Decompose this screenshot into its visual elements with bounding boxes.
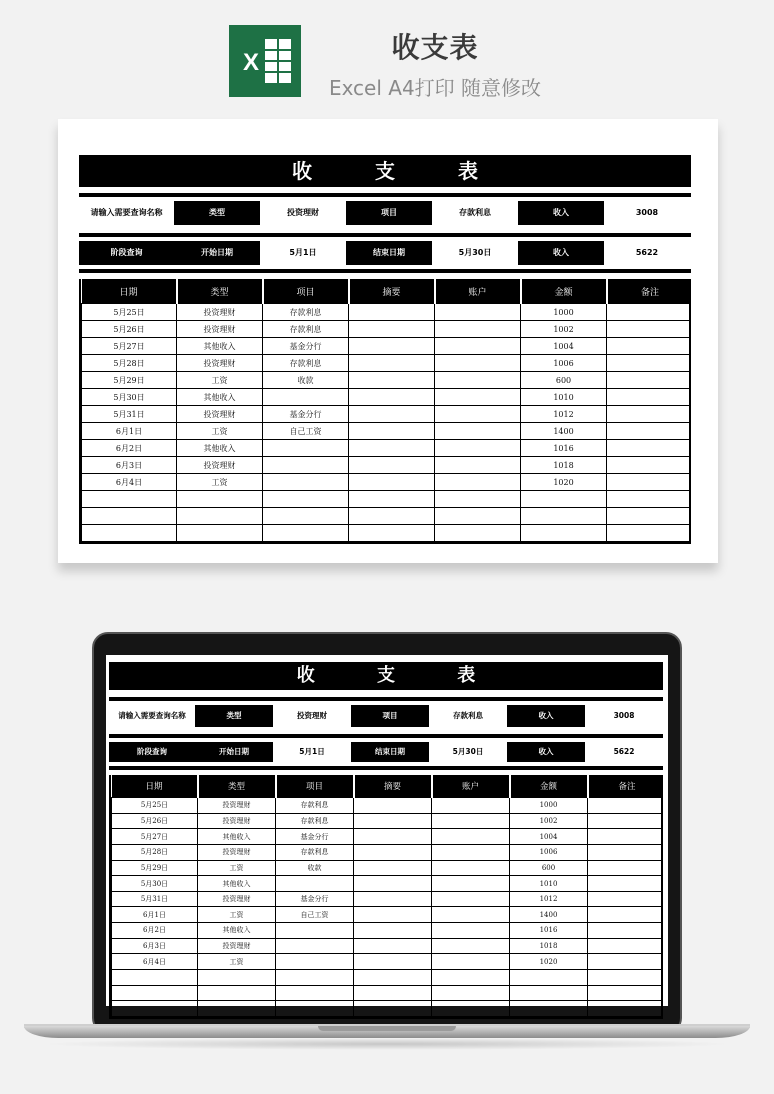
- query-item-label: 项目: [346, 201, 432, 225]
- table-cell[interactable]: [276, 985, 354, 1001]
- query-item-label: 项目: [351, 705, 429, 727]
- table-cell[interactable]: 1002: [521, 321, 607, 338]
- table-cell[interactable]: [354, 860, 432, 876]
- divider-line: [79, 193, 691, 197]
- table-cell[interactable]: 1018: [521, 457, 607, 474]
- table-cell[interactable]: 5月31日: [112, 891, 198, 907]
- table-cell[interactable]: [607, 304, 692, 321]
- table-cell[interactable]: [588, 860, 664, 876]
- table-cell[interactable]: [435, 440, 521, 457]
- table-cell[interactable]: [588, 954, 664, 970]
- table-cell[interactable]: 收款: [276, 860, 354, 876]
- table-cell[interactable]: [435, 355, 521, 372]
- period-income-value: 5622: [585, 742, 663, 762]
- table-cell[interactable]: [607, 457, 692, 474]
- table-cell[interactable]: [177, 508, 263, 525]
- table-cell[interactable]: [588, 907, 664, 923]
- table-row: [82, 491, 692, 508]
- table-cell[interactable]: [354, 1001, 432, 1017]
- period-income-value: 5622: [604, 241, 690, 265]
- query-item-value[interactable]: 存款利息: [432, 201, 518, 225]
- table-cell[interactable]: [607, 423, 692, 440]
- table-row: [112, 813, 664, 829]
- table-cell[interactable]: 存款利息: [263, 304, 349, 321]
- table-cell[interactable]: 工资: [177, 474, 263, 491]
- column-header: 类型: [177, 279, 263, 304]
- table-cell[interactable]: 基金分行: [263, 406, 349, 423]
- table-cell[interactable]: [435, 406, 521, 423]
- table-cell[interactable]: 5月30日: [112, 876, 198, 892]
- query-prompt-label: 请输入需要查询名称: [79, 201, 174, 225]
- ledger-table: [81, 279, 691, 542]
- table-cell[interactable]: [510, 985, 588, 1001]
- column-header: 摘要: [354, 775, 432, 798]
- column-header: 备注: [588, 775, 664, 798]
- table-cell[interactable]: [521, 491, 607, 508]
- table-cell[interactable]: [354, 813, 432, 829]
- page-title: 收支表: [391, 31, 479, 64]
- table-cell[interactable]: [349, 474, 435, 491]
- table-cell[interactable]: [349, 508, 435, 525]
- table-cell[interactable]: [510, 970, 588, 986]
- table-cell[interactable]: 投资理财: [198, 891, 276, 907]
- table-cell[interactable]: 6月1日: [82, 423, 177, 440]
- table-cell[interactable]: 5月30日: [82, 389, 177, 406]
- query-income-value: 3008: [585, 705, 663, 727]
- table-cell[interactable]: [349, 423, 435, 440]
- table-cell[interactable]: 存款利息: [263, 355, 349, 372]
- table-row: [112, 907, 664, 923]
- table-cell[interactable]: [432, 938, 510, 954]
- table-cell[interactable]: [263, 491, 349, 508]
- table-cell[interactable]: [435, 525, 521, 542]
- table-cell[interactable]: [82, 525, 177, 542]
- table-row: [82, 304, 692, 321]
- table-cell[interactable]: 6月3日: [112, 938, 198, 954]
- table-cell[interactable]: [263, 440, 349, 457]
- table-row: [112, 876, 664, 892]
- table-cell[interactable]: 1400: [521, 423, 607, 440]
- table-cell[interactable]: [432, 1001, 510, 1017]
- table-cell[interactable]: 1006: [521, 355, 607, 372]
- column-header: 账户: [432, 775, 510, 798]
- sheet-title: 收 支 表: [109, 662, 663, 690]
- table-cell[interactable]: [435, 304, 521, 321]
- divider-line: [109, 734, 663, 738]
- table-cell[interactable]: 自己工资: [263, 423, 349, 440]
- table-cell[interactable]: 工资: [198, 860, 276, 876]
- table-cell[interactable]: [263, 525, 349, 542]
- table-cell[interactable]: [354, 938, 432, 954]
- table-cell[interactable]: 1000: [521, 304, 607, 321]
- table-cell[interactable]: 5月29日: [82, 372, 177, 389]
- table-row: [112, 829, 664, 845]
- page-subtitle: Excel A4打印 随意修改: [328, 76, 542, 100]
- table-cell[interactable]: [432, 970, 510, 986]
- table-cell[interactable]: [349, 372, 435, 389]
- table-cell[interactable]: [432, 844, 510, 860]
- table-row: [82, 440, 692, 457]
- table-cell[interactable]: 1010: [510, 876, 588, 892]
- table-cell[interactable]: [349, 321, 435, 338]
- table-cell[interactable]: [588, 985, 664, 1001]
- table-cell[interactable]: 1020: [521, 474, 607, 491]
- laptop-shadow: [40, 1038, 734, 1050]
- table-cell[interactable]: 6月2日: [82, 440, 177, 457]
- table-cell[interactable]: [198, 985, 276, 1001]
- table-cell[interactable]: [607, 525, 692, 542]
- table-cell[interactable]: 投资理财: [177, 321, 263, 338]
- table-row: [112, 938, 664, 954]
- table-cell[interactable]: 投资理财: [177, 355, 263, 372]
- table-cell[interactable]: 投资理财: [198, 844, 276, 860]
- table-cell[interactable]: [198, 970, 276, 986]
- table-cell[interactable]: 1012: [510, 891, 588, 907]
- table-cell[interactable]: [432, 907, 510, 923]
- table-cell[interactable]: [349, 440, 435, 457]
- start-date-label: 开始日期: [195, 742, 273, 762]
- table-cell[interactable]: 存款利息: [276, 798, 354, 814]
- table-cell[interactable]: 1006: [510, 844, 588, 860]
- divider-line: [79, 269, 691, 273]
- table-cell[interactable]: [354, 891, 432, 907]
- table-cell[interactable]: 600: [510, 860, 588, 876]
- table-cell[interactable]: [435, 508, 521, 525]
- start-date-value[interactable]: 5月1日: [260, 241, 346, 265]
- query-income-value: 3008: [604, 201, 690, 225]
- table-cell[interactable]: [588, 876, 664, 892]
- ledger-table-wrap: [109, 775, 663, 1019]
- query-income-label: 收入: [507, 705, 585, 727]
- table-cell[interactable]: [354, 876, 432, 892]
- ledger-table-wrap: [79, 279, 691, 544]
- table-cell[interactable]: 5月31日: [82, 406, 177, 423]
- table-cell[interactable]: [354, 954, 432, 970]
- laptop-notch: [318, 1026, 456, 1031]
- table-row: [112, 923, 664, 939]
- table-cell[interactable]: [349, 406, 435, 423]
- table-cell[interactable]: [354, 923, 432, 939]
- table-cell[interactable]: 5月29日: [112, 860, 198, 876]
- query-prompt-label: 请输入需要查询名称: [109, 705, 195, 727]
- column-header: 日期: [112, 775, 198, 798]
- table-cell[interactable]: 其他收入: [198, 829, 276, 845]
- table-cell[interactable]: [521, 508, 607, 525]
- sheet-preview: [79, 155, 691, 544]
- column-header: 账户: [435, 279, 521, 304]
- table-row: [112, 860, 664, 876]
- table-cell[interactable]: [349, 525, 435, 542]
- table-cell[interactable]: 1002: [510, 813, 588, 829]
- table-row: [112, 891, 664, 907]
- table-cell[interactable]: [354, 844, 432, 860]
- table-cell[interactable]: [432, 876, 510, 892]
- table-cell[interactable]: [82, 491, 177, 508]
- table-row: [82, 355, 692, 372]
- table-cell[interactable]: 工资: [177, 372, 263, 389]
- table-cell[interactable]: 1020: [510, 954, 588, 970]
- table-header-row: [112, 775, 664, 798]
- column-header: 项目: [263, 279, 349, 304]
- table-cell[interactable]: 5月28日: [112, 844, 198, 860]
- table-cell[interactable]: [263, 474, 349, 491]
- table-cell[interactable]: 1016: [521, 440, 607, 457]
- table-cell[interactable]: [435, 321, 521, 338]
- table-row: [112, 954, 664, 970]
- table-cell[interactable]: [607, 372, 692, 389]
- table-cell[interactable]: [354, 985, 432, 1001]
- sheet-laptop: [109, 662, 663, 1019]
- column-header: 类型: [198, 775, 276, 798]
- column-header: 金额: [521, 279, 607, 304]
- table-cell[interactable]: 6月2日: [112, 923, 198, 939]
- table-cell[interactable]: 600: [521, 372, 607, 389]
- period-row: [79, 241, 691, 265]
- table-cell[interactable]: 1016: [510, 923, 588, 939]
- end-date-label: 结束日期: [346, 241, 432, 265]
- excel-logo-icon: [229, 25, 301, 97]
- query-row: [109, 705, 663, 727]
- table-cell[interactable]: [588, 829, 664, 845]
- table-cell[interactable]: [276, 923, 354, 939]
- table-cell[interactable]: 5月28日: [82, 355, 177, 372]
- table-row: [82, 508, 692, 525]
- table-cell[interactable]: 1004: [521, 338, 607, 355]
- query-item-value[interactable]: 存款利息: [429, 705, 507, 727]
- table-row: [82, 389, 692, 406]
- divider-line: [79, 233, 691, 237]
- table-cell[interactable]: [112, 1001, 198, 1017]
- table-cell[interactable]: [432, 891, 510, 907]
- table-row: [82, 525, 692, 542]
- table-cell[interactable]: [354, 970, 432, 986]
- table-cell[interactable]: 存款利息: [263, 321, 349, 338]
- table-cell[interactable]: [607, 491, 692, 508]
- table-cell[interactable]: 其他收入: [198, 876, 276, 892]
- table-cell[interactable]: 工资: [198, 954, 276, 970]
- table-cell[interactable]: 5月25日: [82, 304, 177, 321]
- table-cell[interactable]: [588, 813, 664, 829]
- table-cell[interactable]: 1000: [510, 798, 588, 814]
- table-cell[interactable]: [354, 829, 432, 845]
- table-cell[interactable]: 存款利息: [276, 844, 354, 860]
- table-cell[interactable]: [276, 876, 354, 892]
- table-cell[interactable]: 5月25日: [112, 798, 198, 814]
- table-cell[interactable]: [435, 491, 521, 508]
- table-row: [82, 474, 692, 491]
- table-cell[interactable]: 工资: [177, 423, 263, 440]
- table-cell[interactable]: [607, 406, 692, 423]
- table-cell[interactable]: [354, 798, 432, 814]
- table-cell[interactable]: [435, 423, 521, 440]
- query-row: [79, 201, 691, 225]
- table-cell[interactable]: [177, 525, 263, 542]
- sheet-title: 收 支 表: [79, 155, 691, 187]
- table-cell[interactable]: [607, 389, 692, 406]
- table-cell[interactable]: [588, 891, 664, 907]
- table-cell[interactable]: 5月27日: [112, 829, 198, 845]
- period-label: 阶段查询: [79, 241, 174, 265]
- table-cell[interactable]: [435, 389, 521, 406]
- table-row: [82, 321, 692, 338]
- period-row: [109, 742, 663, 762]
- table-cell[interactable]: 其他收入: [198, 923, 276, 939]
- table-row: [112, 970, 664, 986]
- table-cell[interactable]: 投资理财: [177, 457, 263, 474]
- table-cell[interactable]: [510, 1001, 588, 1017]
- table-cell[interactable]: [607, 338, 692, 355]
- table-cell[interactable]: [432, 954, 510, 970]
- query-type-value[interactable]: 投资理财: [260, 201, 346, 225]
- table-cell[interactable]: 1012: [521, 406, 607, 423]
- table-cell[interactable]: [276, 970, 354, 986]
- table-cell[interactable]: [588, 798, 664, 814]
- table-row: [112, 798, 664, 814]
- table-cell[interactable]: 5月26日: [112, 813, 198, 829]
- table-cell[interactable]: [432, 829, 510, 845]
- table-cell[interactable]: [349, 338, 435, 355]
- table-cell[interactable]: 6月4日: [82, 474, 177, 491]
- table-cell[interactable]: 5月26日: [82, 321, 177, 338]
- table-cell[interactable]: [435, 474, 521, 491]
- table-cell[interactable]: [354, 907, 432, 923]
- end-date-value[interactable]: 5月30日: [432, 241, 518, 265]
- table-cell[interactable]: [276, 1001, 354, 1017]
- table-cell[interactable]: [349, 304, 435, 321]
- table-cell[interactable]: [276, 954, 354, 970]
- table-cell[interactable]: [607, 508, 692, 525]
- table-cell[interactable]: [432, 813, 510, 829]
- period-label: 阶段查询: [109, 742, 195, 762]
- table-cell[interactable]: [349, 491, 435, 508]
- table-cell[interactable]: [112, 970, 198, 986]
- table-cell[interactable]: 基金分行: [276, 829, 354, 845]
- table-cell[interactable]: [435, 338, 521, 355]
- table-cell[interactable]: 1010: [521, 389, 607, 406]
- query-type-value[interactable]: 投资理财: [273, 705, 351, 727]
- start-date-value[interactable]: 5月1日: [273, 742, 351, 762]
- table-cell[interactable]: [588, 923, 664, 939]
- divider-line: [109, 766, 663, 770]
- table-row: [82, 423, 692, 440]
- table-cell[interactable]: 6月1日: [112, 907, 198, 923]
- table-cell[interactable]: 1018: [510, 938, 588, 954]
- period-income-label: 收入: [507, 742, 585, 762]
- table-cell[interactable]: [276, 938, 354, 954]
- period-income-label: 收入: [518, 241, 604, 265]
- column-header: 项目: [276, 775, 354, 798]
- table-cell[interactable]: [263, 508, 349, 525]
- column-header: 备注: [607, 279, 692, 304]
- table-cell[interactable]: [349, 389, 435, 406]
- query-income-label: 收入: [518, 201, 604, 225]
- table-cell[interactable]: [112, 985, 198, 1001]
- table-cell[interactable]: 投资理财: [177, 406, 263, 423]
- table-cell[interactable]: [588, 938, 664, 954]
- column-header: 日期: [82, 279, 177, 304]
- table-cell[interactable]: 存款利息: [276, 813, 354, 829]
- table-row: [112, 985, 664, 1001]
- table-cell[interactable]: 工资: [198, 907, 276, 923]
- table-row: [82, 372, 692, 389]
- table-cell[interactable]: 基金分行: [263, 338, 349, 355]
- table-cell[interactable]: 投资理财: [177, 304, 263, 321]
- divider-line: [109, 697, 663, 701]
- column-header: 摘要: [349, 279, 435, 304]
- table-cell[interactable]: 6月3日: [82, 457, 177, 474]
- table-cell[interactable]: [588, 844, 664, 860]
- table-cell[interactable]: [432, 923, 510, 939]
- table-cell[interactable]: [607, 321, 692, 338]
- table-cell[interactable]: [177, 491, 263, 508]
- table-header-row: [82, 279, 692, 304]
- table-cell[interactable]: [432, 860, 510, 876]
- table-cell[interactable]: 自己工资: [276, 907, 354, 923]
- table-cell[interactable]: [263, 457, 349, 474]
- table-cell[interactable]: 收款: [263, 372, 349, 389]
- table-cell[interactable]: [82, 508, 177, 525]
- query-type-label: 类型: [174, 201, 260, 225]
- table-row: [112, 844, 664, 860]
- table-cell[interactable]: 基金分行: [276, 891, 354, 907]
- table-row: [82, 457, 692, 474]
- table-row: [82, 338, 692, 355]
- end-date-value[interactable]: 5月30日: [429, 742, 507, 762]
- table-cell[interactable]: 5月27日: [82, 338, 177, 355]
- table-cell[interactable]: [435, 372, 521, 389]
- query-type-label: 类型: [195, 705, 273, 727]
- table-cell[interactable]: 其他收入: [177, 338, 263, 355]
- column-header: 金额: [510, 775, 588, 798]
- table-cell[interactable]: 其他收入: [177, 389, 263, 406]
- end-date-label: 结束日期: [351, 742, 429, 762]
- table-cell[interactable]: [349, 355, 435, 372]
- table-cell[interactable]: [198, 1001, 276, 1017]
- table-cell[interactable]: 1004: [510, 829, 588, 845]
- table-cell[interactable]: 6月4日: [112, 954, 198, 970]
- table-row: [82, 406, 692, 423]
- table-cell[interactable]: [588, 1001, 664, 1017]
- table-cell[interactable]: [435, 457, 521, 474]
- ledger-table: [111, 775, 663, 1017]
- table-cell[interactable]: [607, 355, 692, 372]
- table-cell[interactable]: [263, 389, 349, 406]
- table-cell[interactable]: 1400: [510, 907, 588, 923]
- table-cell[interactable]: 投资理财: [198, 798, 276, 814]
- table-row: [112, 1001, 664, 1017]
- table-cell[interactable]: [521, 525, 607, 542]
- start-date-label: 开始日期: [174, 241, 260, 265]
- table-cell[interactable]: 其他收入: [177, 440, 263, 457]
- table-cell[interactable]: [349, 457, 435, 474]
- table-cell[interactable]: [607, 440, 692, 457]
- excel-logo-letter: X: [242, 49, 260, 76]
- table-cell[interactable]: [432, 985, 510, 1001]
- table-cell[interactable]: [588, 970, 664, 986]
- table-cell[interactable]: [607, 474, 692, 491]
- table-cell[interactable]: 投资理财: [198, 813, 276, 829]
- table-cell[interactable]: [432, 798, 510, 814]
- table-cell[interactable]: 投资理财: [198, 938, 276, 954]
